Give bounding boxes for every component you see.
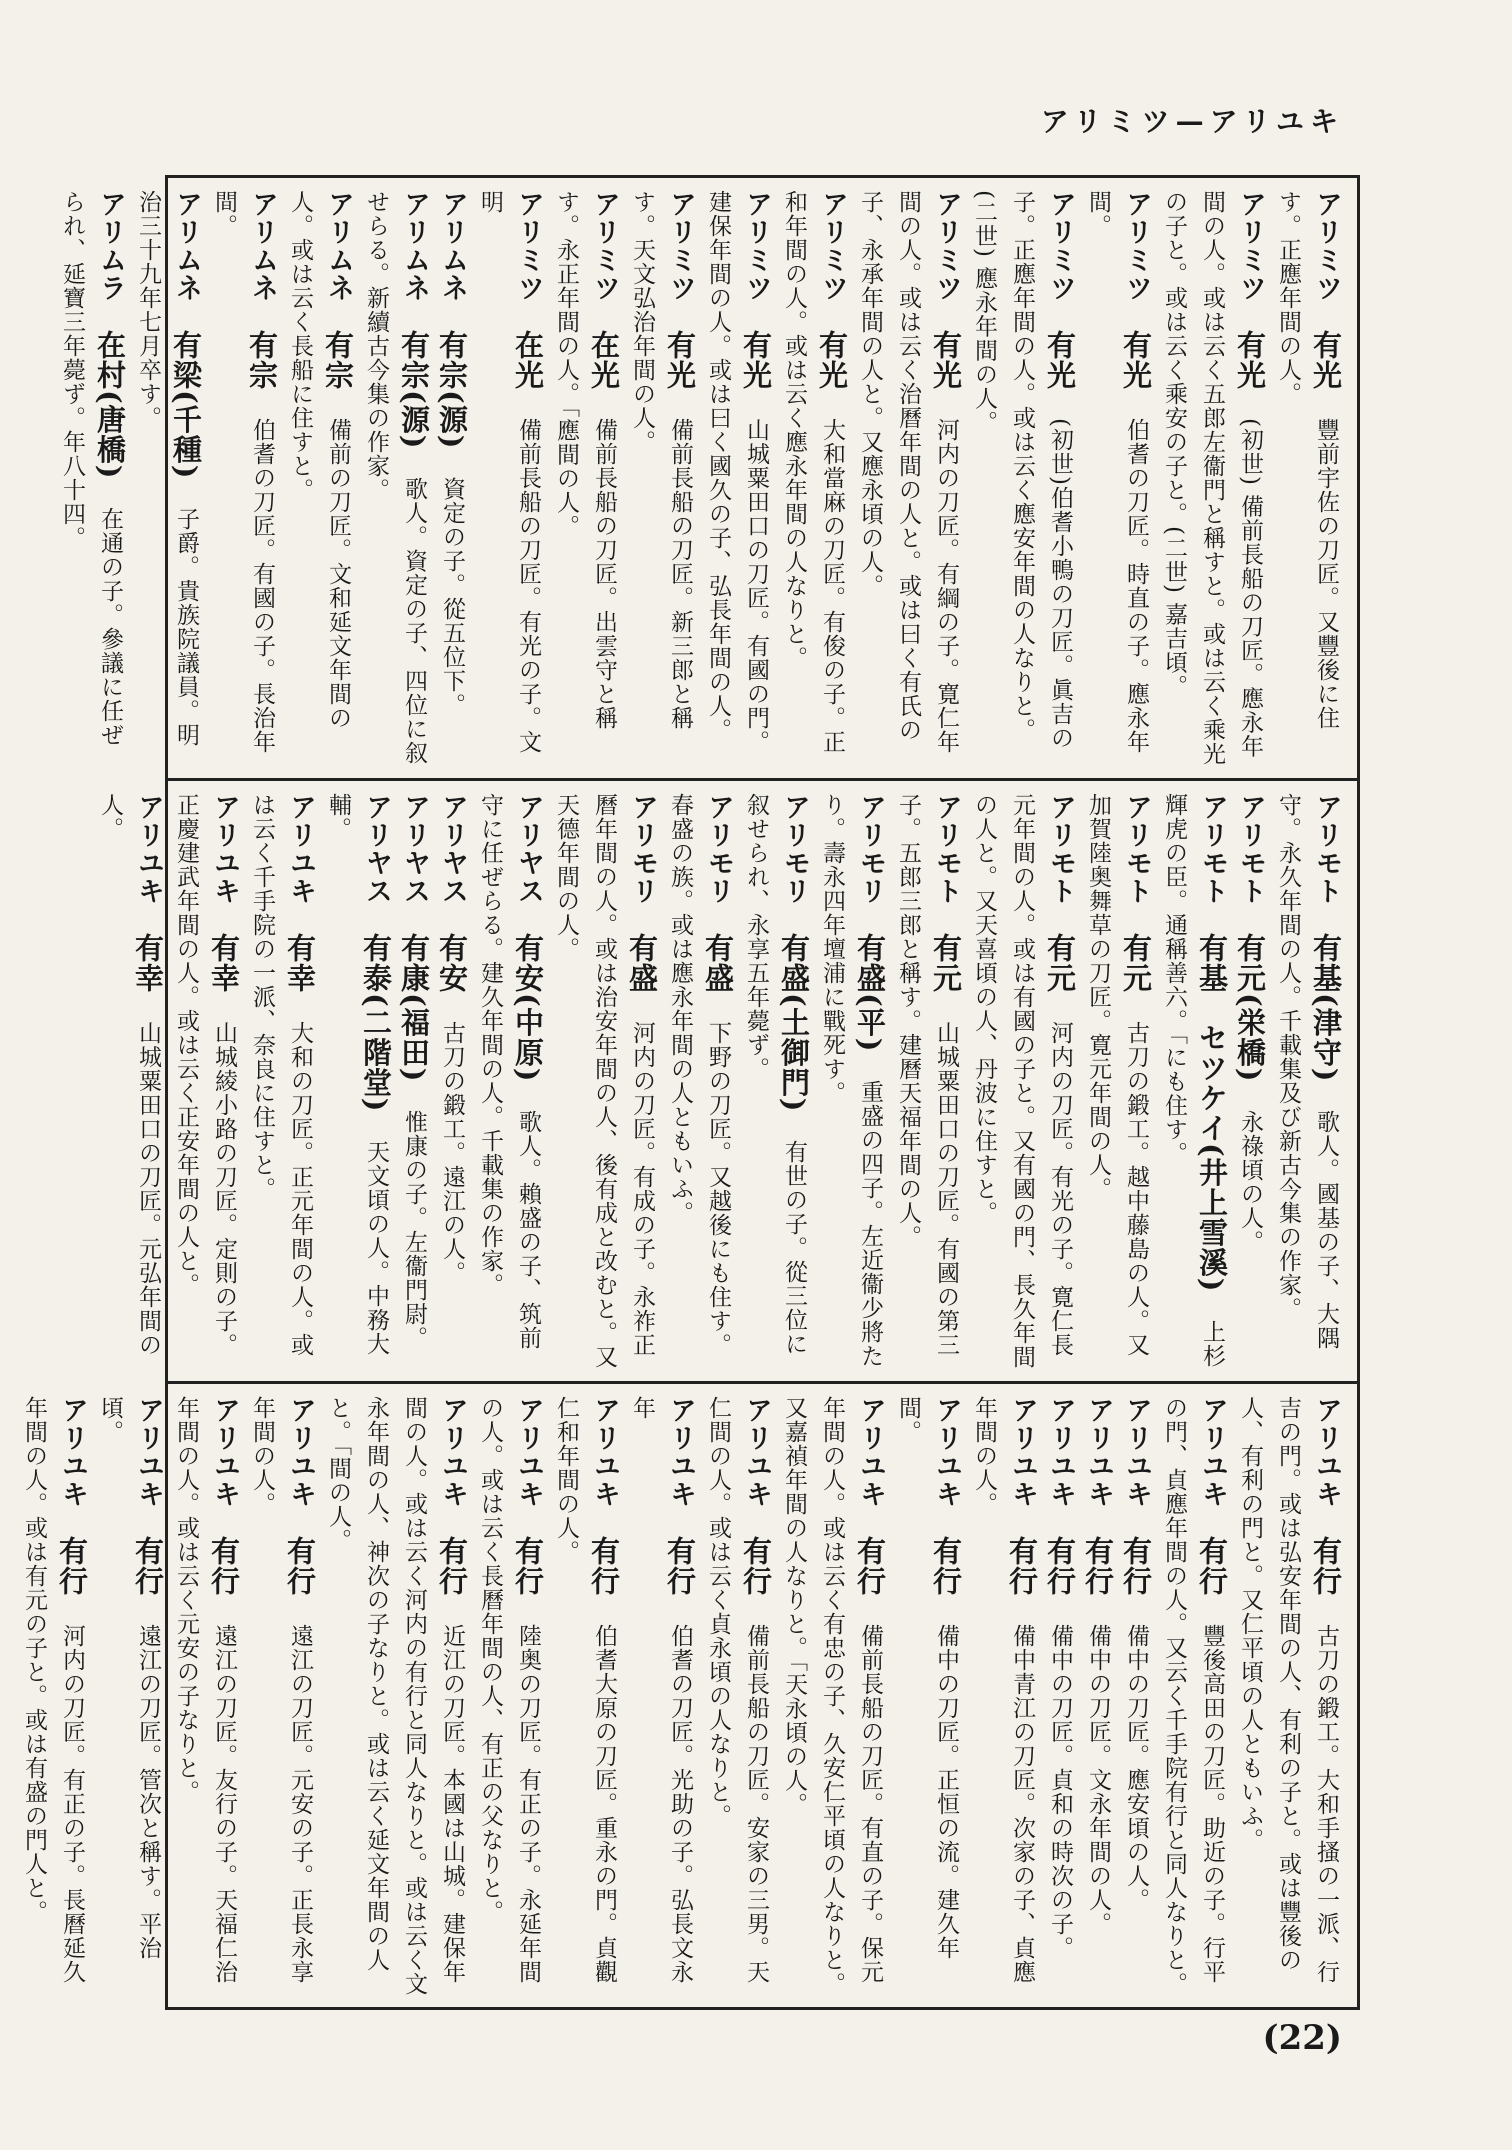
dictionary-entry bbox=[775, 1384, 889, 1999]
entry-name: 有泰(二階堂) bbox=[359, 933, 393, 1113]
entry-name: 有行 bbox=[435, 1536, 469, 1596]
dictionary-entry bbox=[1155, 1384, 1231, 1999]
entry-description: 河内の刀匠。有正の子。長曆延久年間の人。或は有元の子と。或は有盛の門人と。 bbox=[21, 1396, 85, 1984]
section-2 bbox=[97, 781, 1357, 1381]
entry-description: 遠江の刀匠。管次と稱す。平治頃。 bbox=[97, 1396, 161, 1960]
dictionary-entry bbox=[205, 178, 281, 770]
entry-description: 遠江の刀匠。友行の子。天福仁治年間の人。或は云く元安の子なりと。 bbox=[173, 1396, 237, 1984]
dictionary-entry bbox=[965, 178, 1079, 770]
entry-description: 山城粟田口の刀匠。元弘年間の人。 bbox=[97, 793, 161, 1357]
entry-description: 大和當麻の刀匠。有俊の子。正和年間の人。或は云く應永年間の人なりと。 bbox=[781, 190, 845, 754]
entry-headword: アリユキ bbox=[1311, 1396, 1342, 1508]
dictionary-entry bbox=[1117, 1384, 1155, 1999]
entry-name: 有光 bbox=[1309, 330, 1343, 390]
entry-headword: アリユキ bbox=[1007, 1396, 1038, 1508]
entry-headword: アリモト bbox=[931, 793, 962, 905]
entry-headword: アリモト bbox=[1235, 793, 1266, 905]
entry-name: 有光 bbox=[815, 330, 849, 390]
entry-description: 伯耆の刀匠。時直の子。應永年間。 bbox=[1085, 190, 1149, 754]
entry-description: 歌人。國基の子、大隅守。永久年間の人。千載集及び新古今集の作家。 bbox=[1275, 793, 1339, 1351]
entry-name: 有幸 bbox=[131, 933, 165, 993]
dictionary-entry bbox=[737, 781, 813, 1373]
dictionary-entry bbox=[357, 178, 433, 770]
dictionary-entry bbox=[167, 1384, 243, 1999]
entry-description: 陸奥の刀匠。有正の子。永延年間の人。或は云く長曆年間の人、有正の父なりと。 bbox=[477, 1396, 541, 1984]
dictionary-entry bbox=[243, 781, 319, 1373]
dictionary-entry bbox=[15, 1384, 91, 1999]
entry-name: 有宗(源) bbox=[397, 330, 431, 450]
dictionary-entry bbox=[1231, 781, 1269, 1373]
dictionary-entry bbox=[965, 1384, 1041, 1999]
entry-headword: アリミツ bbox=[817, 190, 848, 302]
entry-name: 有行 bbox=[131, 1536, 165, 1596]
dictionary-entry bbox=[319, 781, 395, 1373]
entry-headword: アリミツ bbox=[589, 190, 620, 302]
dictionary-entry bbox=[1269, 781, 1345, 1373]
dictionary-entry bbox=[699, 178, 775, 770]
entry-headword: アリユキ bbox=[437, 1396, 468, 1508]
entry-name: 有宗(源) bbox=[435, 330, 469, 450]
entry-description: 惟康の子。左衞門尉。 bbox=[401, 1110, 427, 1351]
entry-description: 備中の刀匠。貞和の時次の子。 bbox=[1047, 1624, 1073, 1960]
dictionary-entry bbox=[319, 1384, 471, 1999]
entry-description: (初世)伯耆小鴨の刀匠。眞吉の子。正應年間の人。或は云く應安年間の人なりと。(二世) 應永年間の人。 bbox=[971, 190, 1073, 750]
entry-headword: アリミツ bbox=[1121, 190, 1152, 302]
dictionary-entry bbox=[965, 781, 1079, 1373]
entry-description: 歌人。賴盛の子、筑前守に任ぜらる。建久年間の人。千載集の作家。 bbox=[477, 793, 541, 1351]
entry-headword: アリムネ bbox=[399, 190, 430, 302]
entry-name: 有元 bbox=[1043, 933, 1077, 993]
entry-name: 有元 bbox=[1119, 933, 1153, 993]
entry-description: 歌人。資定の子、四位に叙せらる。新續古今集の作家。 bbox=[363, 190, 427, 766]
entry-name: 有光 bbox=[929, 330, 963, 390]
entry-name: 在村(唐橋) bbox=[93, 330, 127, 480]
dictionary-entry bbox=[889, 781, 965, 1373]
entry-description: 子爵。貴族院議員。明治三十九年七月卒す。 bbox=[135, 190, 199, 748]
dictionary-entry bbox=[1155, 178, 1269, 770]
entry-name: 在光 bbox=[587, 330, 621, 390]
entry-name: 有行 bbox=[739, 1536, 773, 1596]
entry-description: 備中青江の刀匠。次家の子、貞應年間の人。 bbox=[971, 1396, 1035, 1984]
entry-headword: アリモト bbox=[1197, 793, 1228, 905]
entry-name: 有光 bbox=[663, 330, 697, 390]
dictionary-entry bbox=[623, 178, 699, 770]
entry-name: 有幸 bbox=[283, 933, 317, 993]
entry-headword: アリユキ bbox=[665, 1396, 696, 1508]
entry-headword: アリヤス bbox=[399, 793, 430, 905]
entry-description: 河内の刀匠。有綱の子。寛仁年間の人。或は云く治曆年間の人と。或は曰く有氏の子、永承年間の人と。又應永頃の人。 bbox=[857, 190, 959, 754]
entry-description: 大和の刀匠。正元年間の人。或は云く千手院の一派、奈良に住すと。 bbox=[249, 793, 313, 1357]
dictionary-entry bbox=[129, 178, 205, 770]
entry-headword: アリヤス bbox=[437, 793, 468, 905]
entry-headword: アリミツ bbox=[1045, 190, 1076, 302]
entry-headword: アリモト bbox=[1311, 793, 1342, 905]
dictionary-entry bbox=[851, 178, 965, 770]
entry-name: 有盛 bbox=[625, 933, 659, 993]
entry-name: 有幸 bbox=[207, 933, 241, 993]
entry-description: 備前長船の刀匠。出雲守と稱す。永正年間の人。「應間の人。 bbox=[553, 190, 617, 730]
section-3 bbox=[21, 1384, 1357, 2007]
entry-description: 永祿頃の人。 bbox=[1237, 1110, 1263, 1255]
entry-headword: アリユキ bbox=[855, 1396, 886, 1508]
entry-name: 有安(中原) bbox=[511, 933, 545, 1083]
entry-name: 有基(津守) bbox=[1309, 933, 1343, 1083]
section-1 bbox=[59, 178, 1357, 778]
entry-headword: アリユキ bbox=[931, 1396, 962, 1508]
entry-name: 有行 bbox=[853, 1536, 887, 1596]
entry-name: 有宗 bbox=[245, 330, 279, 390]
entry-description: 天文頃の人。中務大輔。 bbox=[325, 793, 389, 1357]
dictionary-entry bbox=[91, 1384, 167, 1999]
entry-description: 河内の刀匠。有成の子。永祚正曆年間の人。或は治安年間の人、後有成と改むと。又天德年間の人。 bbox=[553, 793, 655, 1369]
entry-headword: アリモト bbox=[1121, 793, 1152, 905]
entry-name: 有宗 bbox=[321, 330, 355, 390]
entry-headword: アリユキ bbox=[1197, 1396, 1228, 1508]
entry-name: 有行 bbox=[1195, 1536, 1229, 1596]
dictionary-entry bbox=[775, 178, 851, 770]
entry-headword: アリヤス bbox=[513, 793, 544, 905]
entry-description: 山城粟田口の刀匠。有國の門。建保年間の人。或は曰く國久の子、弘長年間の人。 bbox=[705, 190, 769, 754]
entry-description: 伯耆の刀匠。有國の子。長治年間。 bbox=[211, 190, 275, 754]
entry-description: 豐前宇佐の刀匠。又豐後に住す。正應年間の人。 bbox=[1275, 190, 1339, 730]
entry-name: 有行 bbox=[663, 1536, 697, 1596]
entry-name: 有行 bbox=[587, 1536, 621, 1596]
entry-name: 有盛(土御門) bbox=[777, 933, 811, 1113]
entry-headword: アリモリ bbox=[855, 793, 886, 905]
entry-name: 有光 bbox=[739, 330, 773, 390]
dictionary-entry bbox=[661, 781, 737, 1373]
entry-description: 資定の子。從五位下。 bbox=[439, 477, 465, 718]
entry-description: 伯耆の刀匠。光助の子。弘長文永年 bbox=[629, 1396, 693, 1984]
entry-description: 山城粟田口の刀匠。有國の第三子。五郎三郎と稱す。建曆天福年間の人。 bbox=[895, 793, 959, 1357]
entry-headword: アリユキ bbox=[133, 1396, 164, 1508]
dictionary-entry bbox=[813, 781, 889, 1373]
entry-headword: アリミツ bbox=[1311, 190, 1342, 302]
entry-headword: アリムネ bbox=[247, 190, 278, 302]
dictionary-entry bbox=[53, 178, 129, 770]
entry-name: 有行 bbox=[1119, 1536, 1153, 1596]
dictionary-entry bbox=[281, 178, 357, 770]
entry-description: 備中の刀匠。應安頃の人。 bbox=[1123, 1624, 1149, 1912]
entry-name: 有行 bbox=[1309, 1536, 1343, 1596]
entry-headword: アリムラ bbox=[95, 190, 126, 302]
entry-name: 有盛 bbox=[701, 933, 735, 993]
entry-name: 有元(栄橋) bbox=[1233, 933, 1267, 1083]
dictionary-entry bbox=[1041, 1384, 1079, 1999]
entry-description: 古刀の鍛工。越中藤島の人。又加賀陸奥舞草の刀匠。寛元年間の人。 bbox=[1085, 793, 1149, 1357]
entry-description: 備中の刀匠。正恒の流。建久年間。 bbox=[895, 1396, 959, 1960]
entry-headword: アリユキ bbox=[513, 1396, 544, 1508]
entry-name: 有行 bbox=[929, 1536, 963, 1596]
entry-name: 有基 セツケイ(井上雪溪) bbox=[1195, 933, 1229, 1293]
entry-name: 有梁(千種) bbox=[169, 330, 203, 480]
entry-headword: アリユキ bbox=[57, 1396, 88, 1508]
entry-headword: アリムネ bbox=[437, 190, 468, 302]
dictionary-entry bbox=[433, 781, 471, 1373]
entry-description: 河内の刀匠。有光の子。寛仁長元年間の人。或は有國の子と。又有國の門、長久年間の人と。又天喜頃の人、丹波に住すと。 bbox=[971, 793, 1073, 1369]
entry-description: 山城綾小路の刀匠。定則の子。正慶建武年間の人。或は云く正安年間の人と。 bbox=[173, 793, 237, 1357]
entry-description: (初世) 備前長船の刀匠。應永年間の人。或は云く五郎左衞門と稱すと。或は云く乘光の子と。或は云く乘安の子と。(二世) 嘉吉頃。 bbox=[1161, 190, 1263, 766]
dictionary-entry bbox=[1231, 1384, 1345, 1999]
entry-name: 有安 bbox=[435, 933, 469, 993]
dictionary-entry bbox=[91, 781, 167, 1373]
entry-name: 有行 bbox=[1043, 1536, 1077, 1596]
entry-headword: アリユキ bbox=[1121, 1396, 1152, 1508]
entry-name: 有行 bbox=[511, 1536, 545, 1596]
dictionary-entry bbox=[471, 781, 547, 1373]
page-number: (22) bbox=[1262, 2018, 1342, 2058]
entry-description: 備前長船の刀匠。有光の子。文明 bbox=[477, 190, 541, 754]
entry-name: 有光 bbox=[1043, 330, 1077, 390]
dictionary-entry bbox=[547, 1384, 623, 1999]
dictionary-entry bbox=[1079, 178, 1155, 770]
entry-description: 豐後高田の刀匠。助近の子。行平の門、貞應年間の人。又云く千手院有行と同人なりと。 bbox=[1161, 1396, 1225, 1996]
entry-headword: アリミツ bbox=[931, 190, 962, 302]
entry-description: 古刀の鍛工。大和手搔の一派、行吉の門。或は弘安年間の人、有利の子と。或は豐後の人、有利の門と。又仁平頃の人ともいふ。 bbox=[1237, 1396, 1339, 1984]
dictionary-entry bbox=[1079, 1384, 1117, 1999]
entry-description: 在通の子。參議に任ぜられ、延寶三年薨ず。年八十四。 bbox=[59, 190, 123, 748]
entry-headword: アリユキ bbox=[741, 1396, 772, 1508]
entry-description: 伯耆大原の刀匠。重永の門。貞觀仁和年間の人。 bbox=[553, 1396, 617, 1984]
dictionary-entry bbox=[167, 781, 243, 1373]
dictionary-entry bbox=[699, 1384, 775, 1999]
entry-headword: アリムネ bbox=[323, 190, 354, 302]
entry-description: 備前長船の刀匠。有直の子。保元年間の人。或は云く有忠の子、久安仁平頃の人なりと。又嘉禎年間の人なりと。「天永頃の人。 bbox=[781, 1396, 883, 1996]
entry-headword: アリミツ bbox=[513, 190, 544, 302]
running-head: アリミツ—アリユキ bbox=[1040, 105, 1344, 138]
entry-headword: アリユキ bbox=[285, 1396, 316, 1508]
entry-description: 有世の子。從三位に叙せられ、永享五年薨ず。 bbox=[743, 793, 807, 1357]
dictionary-entry bbox=[547, 178, 623, 770]
entry-name: 有行 bbox=[283, 1536, 317, 1596]
entry-name: 有光 bbox=[1233, 330, 1267, 390]
entry-name: 有盛(平) bbox=[853, 933, 887, 1053]
entry-description: 備前の刀匠。文和延文年間の人。或は云く長船に住すと。 bbox=[287, 190, 351, 730]
entry-description: 備前長船の刀匠。安家の三男。天仁間の人。或は云く貞永頃の人なりと。 bbox=[705, 1396, 769, 1984]
entry-name: 有行 bbox=[207, 1536, 241, 1596]
entry-headword: アリモリ bbox=[779, 793, 810, 905]
entry-headword: アリヤス bbox=[361, 793, 392, 905]
text-frame bbox=[21, 175, 1360, 2010]
entry-description: 古刀の鍛工。遠江の人。 bbox=[439, 1021, 465, 1285]
entry-name: 有康(福田) bbox=[397, 933, 431, 1083]
entry-description: 近江の刀匠。本國は山城。建保年間の人。或は云く河内の有行と同人なりと。或は云く文永年間の人、神次の子なりと。或は云く延文年間の人と。「間の人。 bbox=[325, 1396, 465, 1996]
entry-headword: アリユキ bbox=[209, 793, 240, 905]
entry-headword: アリユキ bbox=[209, 1396, 240, 1508]
entry-description: 重盛の四子。左近衞少將たり。壽永四年壇浦に戰死す。 bbox=[819, 793, 883, 1369]
dictionary-entry bbox=[547, 781, 661, 1373]
dictionary-entry bbox=[1269, 178, 1345, 770]
dictionary-entry bbox=[433, 178, 471, 770]
dictionary-entry bbox=[1079, 781, 1155, 1373]
entry-description: 上杉輝虎の臣。通稱善六。「にも住す。 bbox=[1161, 793, 1225, 1369]
entry-name: 有光 bbox=[1119, 330, 1153, 390]
entry-headword: アリユキ bbox=[589, 1396, 620, 1508]
entry-name: 有行 bbox=[55, 1536, 89, 1596]
dictionary-entry bbox=[395, 781, 433, 1373]
entry-headword: アリムネ bbox=[171, 190, 202, 302]
entry-headword: アリモリ bbox=[627, 793, 658, 905]
entry-description: 下野の刀匠。又越後にも住す。春盛の族。或は應永年間の人ともいふ。 bbox=[667, 793, 731, 1357]
entry-headword: アリミツ bbox=[741, 190, 772, 302]
entry-headword: アリミツ bbox=[1235, 190, 1266, 302]
entry-headword: アリモリ bbox=[703, 793, 734, 905]
dictionary-entry bbox=[471, 178, 547, 770]
entry-description: 備前長船の刀匠。新三郎と稱す。天文弘治年間の人。 bbox=[629, 190, 693, 730]
dictionary-entry bbox=[471, 1384, 547, 1999]
dictionary-entry bbox=[623, 1384, 699, 1999]
entry-description: 備中の刀匠。文永年間の人。 bbox=[1085, 1624, 1111, 1936]
entry-headword: アリユキ bbox=[133, 793, 164, 905]
entry-headword: アリユキ bbox=[1045, 1396, 1076, 1508]
entry-name: 在光 bbox=[511, 330, 545, 390]
dictionary-entry bbox=[889, 1384, 965, 1999]
dictionary-entry bbox=[243, 1384, 319, 1999]
entry-description: 遠江の刀匠。元安の子。正長永享年間の人。 bbox=[249, 1396, 313, 1984]
entry-headword: アリモト bbox=[1045, 793, 1076, 905]
entry-name: 有行 bbox=[1081, 1536, 1115, 1596]
entry-headword: アリミツ bbox=[665, 190, 696, 302]
entry-name: 有行 bbox=[1005, 1536, 1039, 1596]
dictionary-entry bbox=[1155, 781, 1231, 1373]
entry-headword: アリユキ bbox=[1083, 1396, 1114, 1508]
entry-headword: アリユキ bbox=[285, 793, 316, 905]
entry-name: 有元 bbox=[929, 933, 963, 993]
